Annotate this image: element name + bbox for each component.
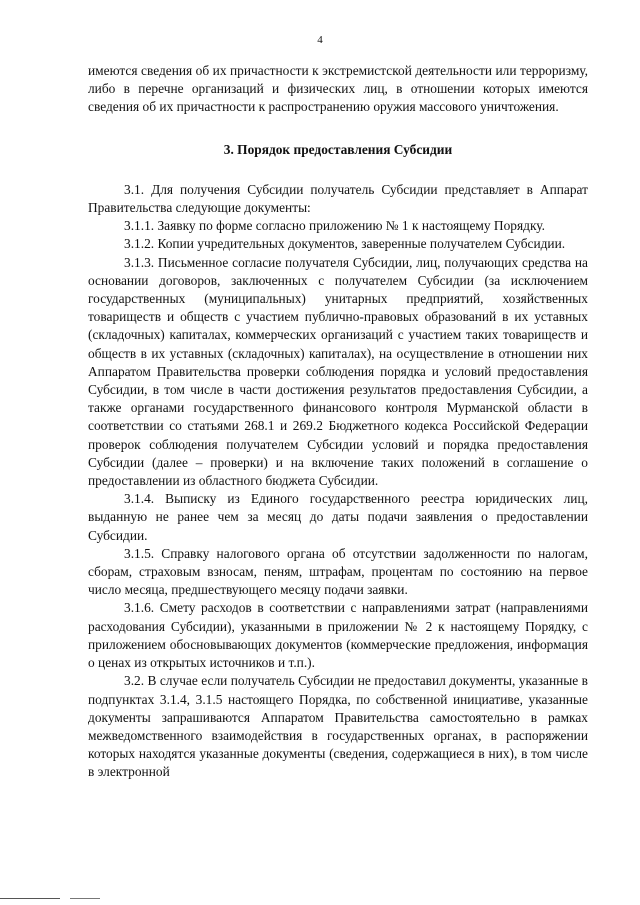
scan-edge-mark <box>0 898 60 899</box>
paragraph-3-1-4: 3.1.4. Выписку из Единого государственного реестра юридических лиц, выданную не ранее чем за месяц до даты подачи заявления о предоставлении Субсидии. <box>88 491 588 543</box>
paragraph-3-1-3: 3.1.3. Письменное согласие получателя Субсидии, лиц, получающих средства на основании договоров, заключенных с получателем Субсидии (за исключением государственных (муниципальных) унитарных предприятий, хозяйственных товариществ и обществ с участием публично-правовых образований в их уставных (складочных) капиталах, коммерческих организаций с участием таких товариществ и обществ в их уставных (складочных) капиталах), на осуществление в отношении них Аппаратом Правительства проверки соблюдения порядка и условий предоставления Субсидии, в том числе в части достижения результатов предоставления Субсидии, а также органами государственного финансового контроля Мурманской области в соответствии со статьями 268.1 и 269.2 Бюджетного кодекса Российской Федерации проверок соблюдения получателем Субсидии условий и порядка предоставления Субсидии (далее – проверки) и на включение таких положений в соглашение о предоставлении из областного бюджета Субсидии. <box>88 254 588 489</box>
paragraph-3-1: 3.1. Для получения Субсидии получатель Субсидии представляет в Аппарат Правительства следующие документы: <box>88 181 588 216</box>
section-heading: 3. Порядок предоставления Субсидии <box>223 141 453 157</box>
paragraph-3-2: 3.2. В случае если получатель Субсидии не предоставил документы, указанные в подпунктах 3.1.4, 3.1.5 настоящего Порядка, по собственной инициативе, указанные документы запрашиваются Аппаратом Правительства самостоятельно в рамках межведомственного взаимодействия в государственных органах, в распоряжении которых находятся указанные документы (сведения, содержащиеся в них), в том числе в электронной <box>88 673 588 780</box>
page-content <box>88 62 588 782</box>
paragraph-3-1-1: 3.1.1. Заявку по форме согласно приложению № 1 к настоящему Порядку. <box>124 218 545 234</box>
paragraph-3-1-6: 3.1.6. Смету расходов в соответствии с направлениями затрат (направлениями расходования Субсидии), указанными в приложении № 2 к настоящему Порядку, с приложением обосновывающих документов (коммерческие предложения, информация о ценах из открытых источников и т.п.). <box>88 600 588 671</box>
page-number: 4 <box>317 34 323 46</box>
intro-paragraph: имеются сведения об их причастности к экстремистской деятельности или терроризму, либо в перечне организаций и физических лиц, в отношении которых имеются сведения об их причастности к распространению оружия массового уничтожения. <box>88 63 588 115</box>
scan-edge-mark-2 <box>70 898 100 899</box>
paragraph-3-1-5: 3.1.5. Справку налогового органа об отсутствии задолженности по налогам, сборам, страховым взносам, пеням, штрафам, процентам по состоянию на первое число месяца, предшествующего месяцу подачи заявки. <box>88 545 588 598</box>
paragraph-3-1-2: 3.1.2. Копии учредительных документов, заверенные получателем Субсидии. <box>124 236 566 252</box>
